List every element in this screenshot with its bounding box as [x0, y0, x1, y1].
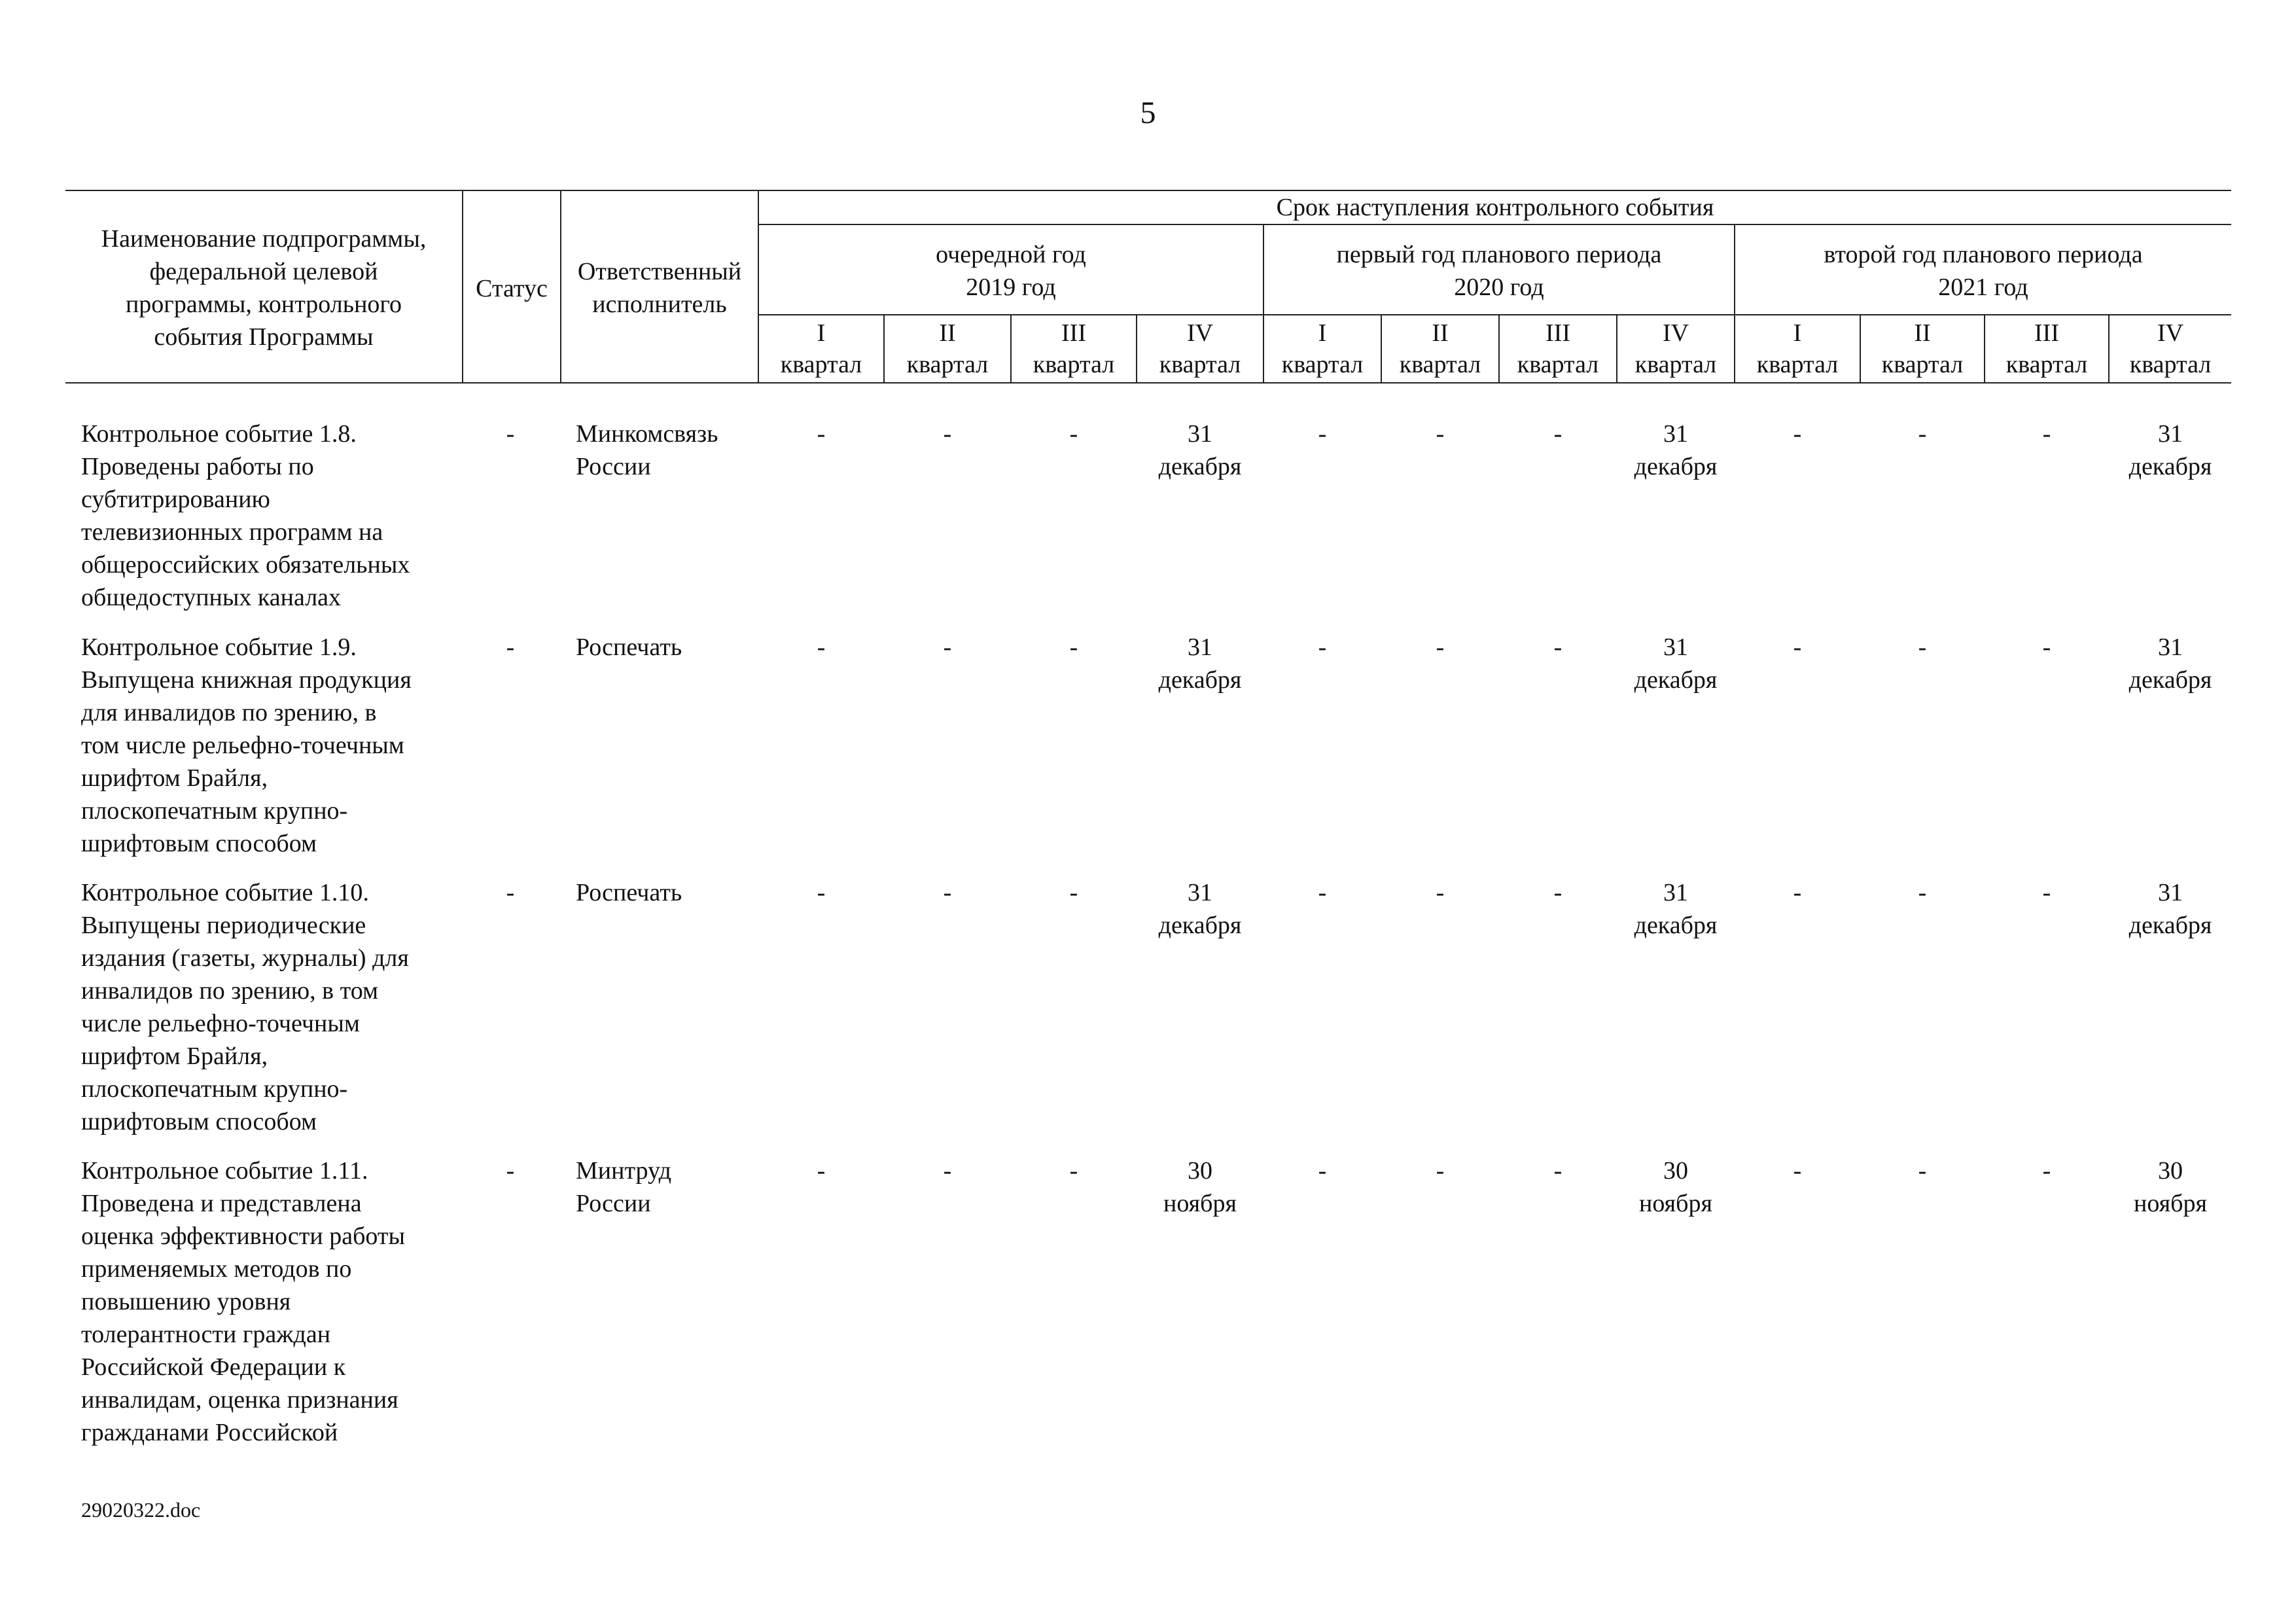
quarter-value: -: [2042, 420, 2051, 448]
row-1-name: Контрольное событие 1.8. Проведены работы по субтитрированию телевизионных программ на общероссийских обязательных общедоступных каналах: [81, 420, 410, 611]
quarter-word: квартал: [780, 351, 862, 378]
quarter-numeral: I: [1318, 319, 1327, 347]
year-2021-year: 2021 год: [1938, 274, 2028, 301]
quarter-numeral: IV: [2157, 319, 2184, 347]
quarter-value: -: [1918, 1157, 1927, 1185]
quarter-value: -: [1069, 420, 1078, 448]
quarter-word: квартал: [1033, 351, 1115, 378]
quarter-numeral: I: [1793, 319, 1802, 347]
quarter-numeral: IV: [1186, 319, 1214, 347]
quarter-value: -: [817, 879, 826, 906]
row-2-status: -: [506, 633, 515, 661]
row-1-status: -: [506, 420, 515, 448]
quarter-value: -: [1553, 1157, 1563, 1185]
row-3-executor: Роспечать: [576, 879, 682, 906]
quarter-value: -: [1318, 1157, 1327, 1185]
row-1-executor: Минкомсвязь России: [576, 420, 718, 480]
quarter-value: -: [1069, 879, 1078, 906]
quarter-value: 31 декабря: [2128, 633, 2212, 694]
quarter-value: 30 ноября: [1639, 1157, 1712, 1217]
quarter-value: -: [1069, 1157, 1078, 1185]
page-number: 5: [1140, 96, 1156, 130]
quarter-numeral: II: [1914, 319, 1931, 347]
quarter-value: -: [1318, 633, 1327, 661]
quarter-value: -: [1436, 420, 1445, 448]
row-4-executor: Минтруд России: [576, 1157, 671, 1217]
quarter-value: -: [1918, 633, 1927, 661]
quarter-numeral: III: [1061, 319, 1086, 347]
year-2019-label: очередной год: [936, 241, 1086, 268]
quarter-value: -: [1436, 1157, 1445, 1185]
quarter-value: -: [943, 879, 952, 906]
quarter-value: 31 декабря: [2128, 879, 2212, 939]
quarter-value: -: [1318, 879, 1327, 906]
quarter-value: -: [1793, 633, 1802, 661]
quarter-word: квартал: [2005, 351, 2088, 378]
quarter-value: -: [1793, 879, 1802, 906]
row-2-name: Контрольное событие 1.9. Выпущена книжная продукция для инвалидов по зрению, в том числе рельефно-точечным шрифтом Брайля, плоскопечатным крупно- шрифтовым способом: [81, 633, 412, 857]
quarter-word: квартал: [1159, 351, 1241, 378]
quarter-value: -: [943, 1157, 952, 1185]
quarter-word: квартал: [1399, 351, 1481, 378]
quarter-value: -: [1793, 1157, 1802, 1185]
quarter-value: -: [2042, 633, 2051, 661]
quarter-word: квартал: [906, 351, 989, 378]
quarter-value: -: [817, 420, 826, 448]
quarter-numeral: II: [1432, 319, 1449, 347]
row-2-executor: Роспечать: [576, 633, 682, 661]
quarter-value: -: [943, 420, 952, 448]
quarter-word: квартал: [1756, 351, 1839, 378]
header-name-column: Наименование подпрограммы, федеральной целевой программы, контрольного события Программы: [101, 225, 427, 351]
row-3-status: -: [506, 879, 515, 906]
quarter-value: -: [1918, 879, 1927, 906]
years-header-divider: [758, 314, 2231, 315]
quarter-numeral: II: [939, 319, 956, 347]
quarter-numeral: IV: [1662, 319, 1689, 347]
quarter-value: 30 ноября: [2134, 1157, 2207, 1217]
header-executor-column: Ответственный исполнитель: [577, 258, 742, 318]
year-2020-year: 2020 год: [1454, 274, 1544, 301]
header-status-column: Статус: [476, 275, 548, 302]
quarter-value: -: [1553, 879, 1563, 906]
row-3-name: Контрольное событие 1.10. Выпущены периодические издания (газеты, журналы) для инвалидов по зрению, в том числе рельефно-точечным шрифтом Брайля, плоскопечатным крупно- шрифтовым способом: [81, 879, 409, 1135]
quarter-value: 31 декабря: [1158, 420, 1242, 480]
quarter-value: 30 ноября: [1163, 1157, 1237, 1217]
year-2020-label: первый год планового периода: [1336, 241, 1662, 268]
quarter-value: -: [1069, 633, 1078, 661]
quarter-numeral: III: [1545, 319, 1570, 347]
quarter-word: квартал: [1517, 351, 1599, 378]
quarter-value: -: [1553, 420, 1563, 448]
quarter-value: 31 декабря: [2128, 420, 2212, 480]
quarter-value: -: [1436, 633, 1445, 661]
quarter-value: -: [943, 633, 952, 661]
quarter-value: -: [1318, 420, 1327, 448]
row-4-status: -: [506, 1157, 515, 1185]
quarter-numeral: I: [817, 319, 826, 347]
quarter-word: квартал: [2129, 351, 2212, 378]
quarter-value: -: [1553, 633, 1563, 661]
quarter-word: квартал: [1881, 351, 1964, 378]
quarter-value: -: [2042, 879, 2051, 906]
quarter-value: 31 декабря: [1634, 420, 1718, 480]
footer-filename: 29020322.doc: [81, 1498, 201, 1522]
header-bottom-border: [65, 382, 2231, 383]
quarter-value: 31 декабря: [1634, 879, 1718, 939]
quarter-word: квартал: [1634, 351, 1717, 378]
quarter-value: -: [1793, 420, 1802, 448]
quarter-word: квартал: [1281, 351, 1364, 378]
deadline-header-divider: [758, 224, 2231, 225]
quarter-value: -: [2042, 1157, 2051, 1185]
quarter-value: -: [1918, 420, 1927, 448]
quarter-value: 31 декабря: [1634, 633, 1718, 694]
quarter-value: -: [817, 633, 826, 661]
quarter-value: 31 декабря: [1158, 879, 1242, 939]
quarter-value: -: [817, 1157, 826, 1185]
year-2019-year: 2019 год: [966, 274, 1056, 301]
quarter-value: -: [1436, 879, 1445, 906]
header-deadline: Срок наступления контрольного события: [1276, 194, 1714, 221]
year-2021-label: второй год планового периода: [1824, 241, 2143, 268]
quarter-value: 31 декабря: [1158, 633, 1242, 694]
quarter-numeral: III: [2034, 319, 2059, 347]
row-4-name: Контрольное событие 1.11. Проведена и представлена оценка эффективности работы применяемых методов по повышению уровня толерантности граждан Российской Федерации к инвалидам, оценка признания гражданами Российской: [81, 1157, 406, 1446]
